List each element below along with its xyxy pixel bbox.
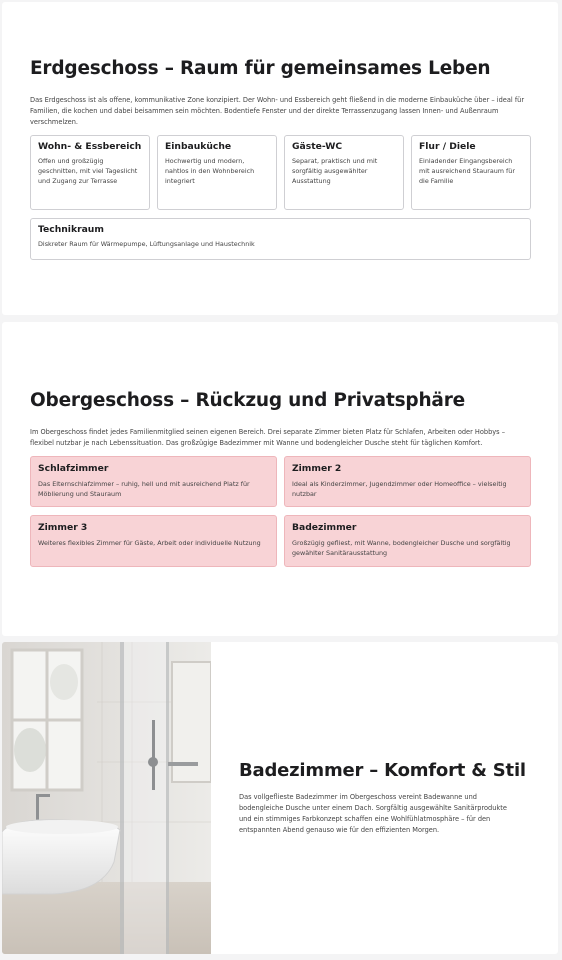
card-text: Großzügig gefliest, mit Wanne, bodengleicher Dusche und sorgfältig gewählter Sanitärausstattung (292, 539, 511, 557)
card-text: Diskreter Raum für Wärmepumpe, Lüftungsanlage und Haustechnik (38, 240, 255, 248)
card-text: Das Elternschlafzimmer – ruhig, hell und mit ausreichend Platz für Möblierung und Stauraum (38, 480, 250, 498)
ground-floor-description: Das Erdgeschoss ist als offene, kommunikative Zone konzipiert. Der Wohn- und Essbereich geht fließend in die moderne Einbauküche über – ideal für Familien, die kochen und dabei beisammen sein möchten. Bodentiefe Fenster und der direkte Terrassenzugang lassen Innen- und Außenraum verschmelzen. (30, 96, 525, 126)
upper-floor-section (2, 322, 558, 636)
card-zimmer-2 (284, 456, 531, 507)
bathroom-description: Das vollgeflieste Badezimmer im Obergeschoss vereint Badewanne und bodengleiche Dusche unter einem Dach. Sorgfältig ausgewählte Sanitärprodukte und ein stimmiges Farbkonzept schaffen eine Wohlfühlatmosphäre – für den entspannten Abend genauso wie für den effizienten Morgen. (239, 793, 507, 834)
card-title: Einbauküche (165, 141, 232, 152)
card-einbaukueche (157, 135, 277, 210)
card-title: Gäste-WC (292, 141, 343, 152)
card-text: Einladender Eingangsbereich mit ausreichend Stauraum für die Familie (419, 157, 515, 185)
card-title: Zimmer 3 (38, 522, 88, 533)
card-schlafzimmer (30, 456, 277, 507)
upper-floor-description: Im Obergeschoss findet jedes Familienmitglied seinen eigenen Bereich. Drei separate Zimmer bieten Platz für Schlafen, Arbeiten oder Hobbys – flexibel nutzbar je nach Lebenssituation. Das großzügige Badezimmer mit Wanne und bodengleicher Dusche steht für täglichen Komfort. (30, 428, 505, 447)
card-title: Zimmer 2 (292, 463, 342, 474)
bathroom-title: Badezimmer – Komfort & Stil (239, 760, 526, 781)
card-text: Hochwertig und modern, nahtlos in den Wohnbereich integriert (165, 157, 255, 185)
card-text: Separat, praktisch und mit sorgfältig ausgewählter Ausstattung (292, 157, 378, 185)
card-technikraum (30, 218, 531, 260)
bathroom-illustration (2, 642, 211, 954)
card-text: Offen und großzügig geschnitten, mit viel Tageslicht und Zugang zur Terrasse (38, 157, 138, 185)
card-text: Ideal als Kinderzimmer, Jugendzimmer oder Homeoffice – vielseitig nutzbar (292, 480, 507, 498)
card-title: Wohn- & Essbereich (38, 141, 142, 152)
bathroom-section (2, 642, 558, 954)
ground-floor-title: Erdgeschoss – Raum für gemeinsames Leben (30, 58, 491, 79)
card-gaeste-wc (284, 135, 404, 210)
card-title: Technikraum (38, 224, 104, 235)
card-zimmer-3 (30, 515, 277, 567)
card-title: Flur / Diele (419, 141, 476, 152)
ground-floor-section (2, 2, 558, 315)
upper-floor-title: Obergeschoss – Rückzug und Privatsphäre (30, 390, 465, 411)
card-text: Weiteres flexibles Zimmer für Gäste, Arbeit oder individuelle Nutzung (38, 539, 261, 547)
card-flur-diele (411, 135, 531, 210)
card-title: Badezimmer (292, 522, 357, 533)
bathroom-photo (2, 642, 211, 954)
card-title: Schlafzimmer (38, 463, 109, 474)
card-wohn-essbereich (30, 135, 150, 210)
card-badezimmer (284, 515, 531, 567)
